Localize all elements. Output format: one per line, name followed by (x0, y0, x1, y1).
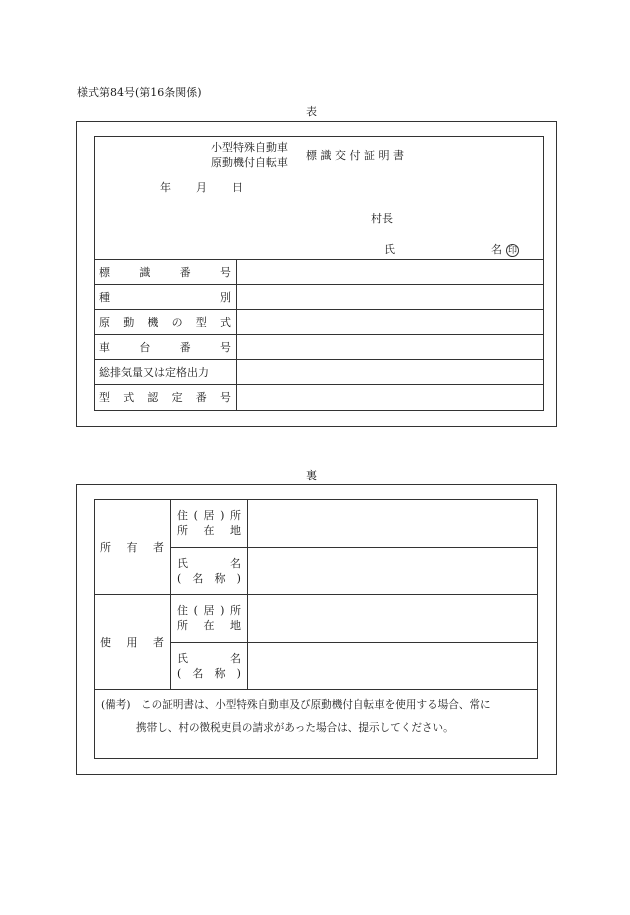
row-label-sign-number (99, 266, 231, 279)
char: 使 (100, 636, 111, 649)
char: 者 (153, 636, 164, 649)
front-row-divider (94, 284, 544, 285)
back-column-divider (170, 499, 171, 689)
char: 住 (177, 604, 188, 617)
char: 名 (192, 572, 204, 585)
char: 称 (214, 667, 226, 680)
char: 有 (126, 541, 138, 554)
char: ( (177, 667, 182, 680)
char: 用 (126, 636, 138, 649)
back-section-divider (94, 594, 538, 595)
form-number: 様式第84号(第16条関係) (77, 86, 202, 99)
char: 定 (171, 391, 183, 404)
sign-number-field[interactable] (238, 261, 542, 283)
owner-name-line1 (177, 557, 241, 570)
back-row-divider (170, 642, 538, 643)
back-side-label: 裏 (306, 469, 317, 482)
char: ( (177, 572, 182, 585)
char: 式 (123, 391, 135, 404)
chassis-number-field[interactable] (238, 336, 542, 358)
char: 動 (123, 316, 135, 329)
char: 機 (147, 316, 159, 329)
char: 地 (230, 619, 241, 632)
char: 居 (203, 509, 215, 522)
owner-address-line1 (177, 509, 241, 522)
front-row-divider (94, 334, 544, 335)
user-address-line1 (177, 604, 241, 617)
char: 号 (219, 391, 231, 404)
char: の (171, 316, 183, 329)
char: 氏 (177, 652, 188, 665)
char: 認 (147, 391, 159, 404)
char: 所 (100, 541, 111, 554)
displacement-field[interactable] (238, 361, 542, 383)
type-approval-field[interactable] (238, 386, 542, 409)
name-shi: 氏 (384, 243, 395, 256)
char: 号 (219, 266, 231, 279)
char: 名 (192, 667, 204, 680)
char: 台 (139, 341, 151, 354)
front-column-divider (236, 259, 237, 410)
char: 番 (195, 391, 207, 404)
char: 名 (230, 652, 241, 665)
name-mei (491, 243, 519, 257)
owner-name-line2 (177, 572, 241, 585)
engine-model-field[interactable] (238, 311, 542, 333)
row-label-displacement: 総排気量又は定格出力 (99, 366, 209, 379)
char: ( (193, 604, 198, 617)
user-address-line2 (177, 619, 241, 632)
char: 者 (153, 541, 164, 554)
char: 所 (229, 604, 241, 617)
remarks-line1: (備考) この証明書は、小型特殊自動車及び原動機付自転車を使用する場合、常に (101, 699, 491, 711)
char: 番 (179, 341, 191, 354)
back-column-divider (247, 499, 248, 689)
char: ) (236, 572, 241, 585)
user-name-line1 (177, 652, 241, 665)
seal-icon: 印 (507, 246, 517, 256)
date-year: 年 (160, 181, 171, 194)
back-row-divider (170, 547, 538, 548)
char: 在 (203, 619, 215, 632)
row-label-category (99, 291, 231, 304)
user-name-field[interactable] (249, 644, 536, 688)
front-row-divider (94, 309, 544, 310)
char: 識 (139, 266, 151, 279)
char: ) (236, 667, 241, 680)
char: ) (220, 604, 225, 617)
back-section-divider (94, 689, 538, 690)
char: 所 (177, 619, 188, 632)
char: 居 (203, 604, 215, 617)
row-label-type-approval (99, 391, 231, 404)
char: 名 (230, 557, 241, 570)
char: 型 (99, 391, 110, 404)
user-address-field[interactable] (249, 596, 536, 641)
char: 氏 (177, 557, 188, 570)
owner-label (100, 541, 164, 554)
remarks-line2: 携帯し、村の徴税吏員の請求があった場合は、提示してください。 (136, 722, 454, 734)
char: ( (193, 509, 198, 522)
row-label-engine-model (99, 316, 231, 329)
char: 号 (219, 341, 231, 354)
char: 地 (230, 524, 241, 537)
date-month: 月 (196, 181, 207, 194)
char: 在 (203, 524, 215, 537)
row-label-chassis-number (99, 341, 231, 354)
char: 型 (195, 316, 207, 329)
char: 原 (99, 316, 110, 329)
front-row-divider (94, 359, 544, 360)
user-name-line2 (177, 667, 241, 680)
char: 標 (99, 266, 110, 279)
char: 種 (99, 291, 110, 304)
certificate-title: 標 識 交 付 証 明 書 (306, 149, 404, 162)
char: 別 (220, 291, 231, 304)
char: 所 (229, 509, 241, 522)
vehicle-type-line1: 小型特殊自動車 (211, 141, 288, 154)
char: 住 (177, 509, 188, 522)
char: 式 (219, 316, 231, 329)
vehicle-type-line2: 原動機付自転車 (211, 156, 288, 169)
front-table-top-line (94, 259, 544, 260)
front-row-divider (94, 384, 544, 385)
front-side-label: 表 (306, 105, 317, 118)
char: 所 (177, 524, 188, 537)
char: ) (220, 509, 225, 522)
owner-address-line2 (177, 524, 241, 537)
date-day: 日 (232, 181, 243, 194)
owner-address-field[interactable] (249, 501, 536, 546)
owner-name-field[interactable] (249, 549, 536, 593)
user-label (100, 636, 164, 649)
name-mei-label: 名 (491, 243, 502, 256)
issuer-title: 村長 (371, 212, 393, 225)
char: 称 (214, 572, 226, 585)
category-field[interactable] (238, 286, 542, 308)
char: 番 (179, 266, 191, 279)
char: 車 (99, 341, 110, 354)
